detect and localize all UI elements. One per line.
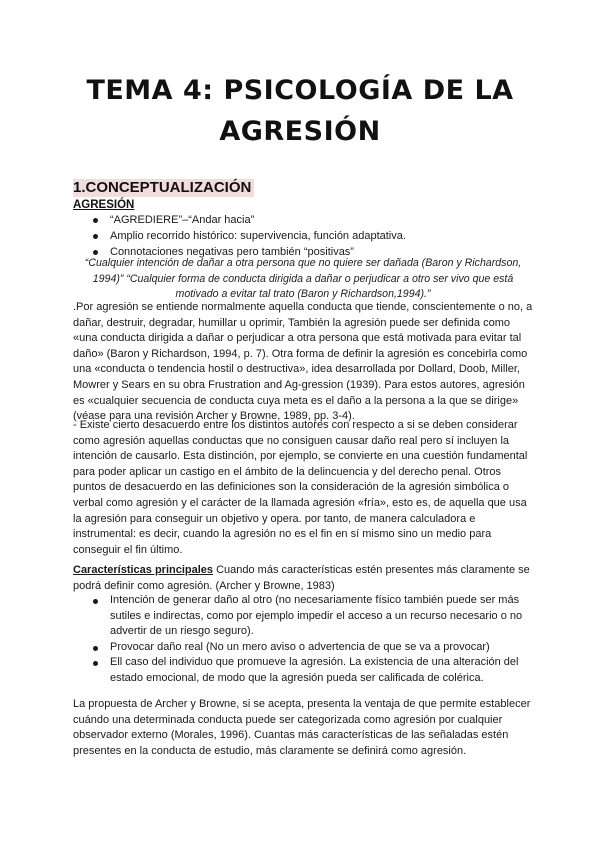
characteristic-item: Intención de generar daño al otro (no necesariamente físico también puede ser más sutiles e indirectas, como por ejemplo impedir el acceso a un recurso necesario o no advertir de un riesgo seguro).: [73, 593, 535, 640]
subheading-agresion: AGRESIÓN: [73, 199, 135, 211]
definition-quote: “Cualquier intención de dañar a otra persona que no quiere ser dañada (Baron y Richardson, 1994)” “Cualquier forma de conducta dirigida a dañar o perjudicar a otro ser vivo que está motivado a evitar tal trato (Baron y Richardson,1994).”: [84, 257, 522, 300]
bullet-item: “AGREDIERE”–“Andar hacia”: [73, 212, 533, 228]
section-heading: 1.CONCEPTUALIZACIÓN: [73, 179, 254, 197]
paragraph-proposal: La propuesta de Archer y Browne, si se acepta, presenta la ventaja de que permite establecer cuándo una determinada conducta puede ser categorizada como agresión por cualquier observador externo (Morales, 1996). Cuantas más características de las señaladas estén presentes en la conducta de estudio, más claramente se definirá como agresión.: [73, 698, 531, 757]
characteristics-list: [73, 593, 535, 687]
bullet-item: Amplio recorrido histórico: supervivencia, función adaptativa.: [73, 228, 533, 244]
bullet-item: Connotaciones negativas pero también “positivas”: [73, 244, 533, 260]
paragraph-definition: .Por agresión se entiende normalmente aquella conducta que tiende, conscientemente o no, a dañar, destruir, degradar, humillar u oprimir, También la agresión puede ser definida como «una conducta dirigida a dañar o perjudicar a otra persona que está motivada para evitar tal daño» (Baron y Richardson, 1994, p. 7). Otra forma de definir la agresión es concebirla como una «conducta o tendencia hostil o destructiva», idea desarrollada por Dollard, Doob, Miller, Mowrer y Sears en su obra Frustration and Ag-gression (1939). Para estos autores, agresión es «cualquier secuencia de conducta cuya meta es el daño a la persona a la que se dirige» (véase para una revisión Archer y Browne, 1989, pp. 3-4).: [73, 301, 533, 423]
document-title: TEMA 4: PSICOLOGÍA DE LA AGRESIÓN: [86, 75, 514, 147]
characteristic-item: Ell caso del individuo que promueve la agresión. La existencia de una alteración del estado emocional, de modo que la agresión pueda ser calificada de colérica.: [73, 655, 535, 686]
characteristic-item: Provocar daño real (No un mero aviso o advertencia de que se va a provocar): [73, 640, 535, 656]
definition-bullet-list: [73, 212, 533, 260]
characteristics-text: Cuando más características estén presentes más claramente se podrá definir como agresión. (Archer y Browne, 1983): [73, 564, 530, 592]
characteristics-label: Características principales: [73, 564, 214, 576]
paragraph-disagreement: - Existe cierto desacuerdo entre los distintos autores con respecto a si se deben considerar como agresión aquellas conductas que no consiguen causar daño real pero sí incluyen la intención de causarlo. Esta distinción, por ejemplo, se convierte en una cuestión fundamental para poder aplicar un castigo en el ámbito de la delincuencia y del derecho penal. Otros puntos de desacuerdo en las definiciones son la consideración de la agresión simbólica o verbal como agresión y el carácter de la llamada agresión «fría», esto es, de aquella que usa la agresión para conseguir un objetivo y opera. por tanto, de manera calculadora e instrumental: es decir, cuando la agresión no es el fin en sí mismo sino un medio para conseguir el fin último.: [73, 419, 528, 556]
characteristics-intro: [73, 563, 535, 594]
